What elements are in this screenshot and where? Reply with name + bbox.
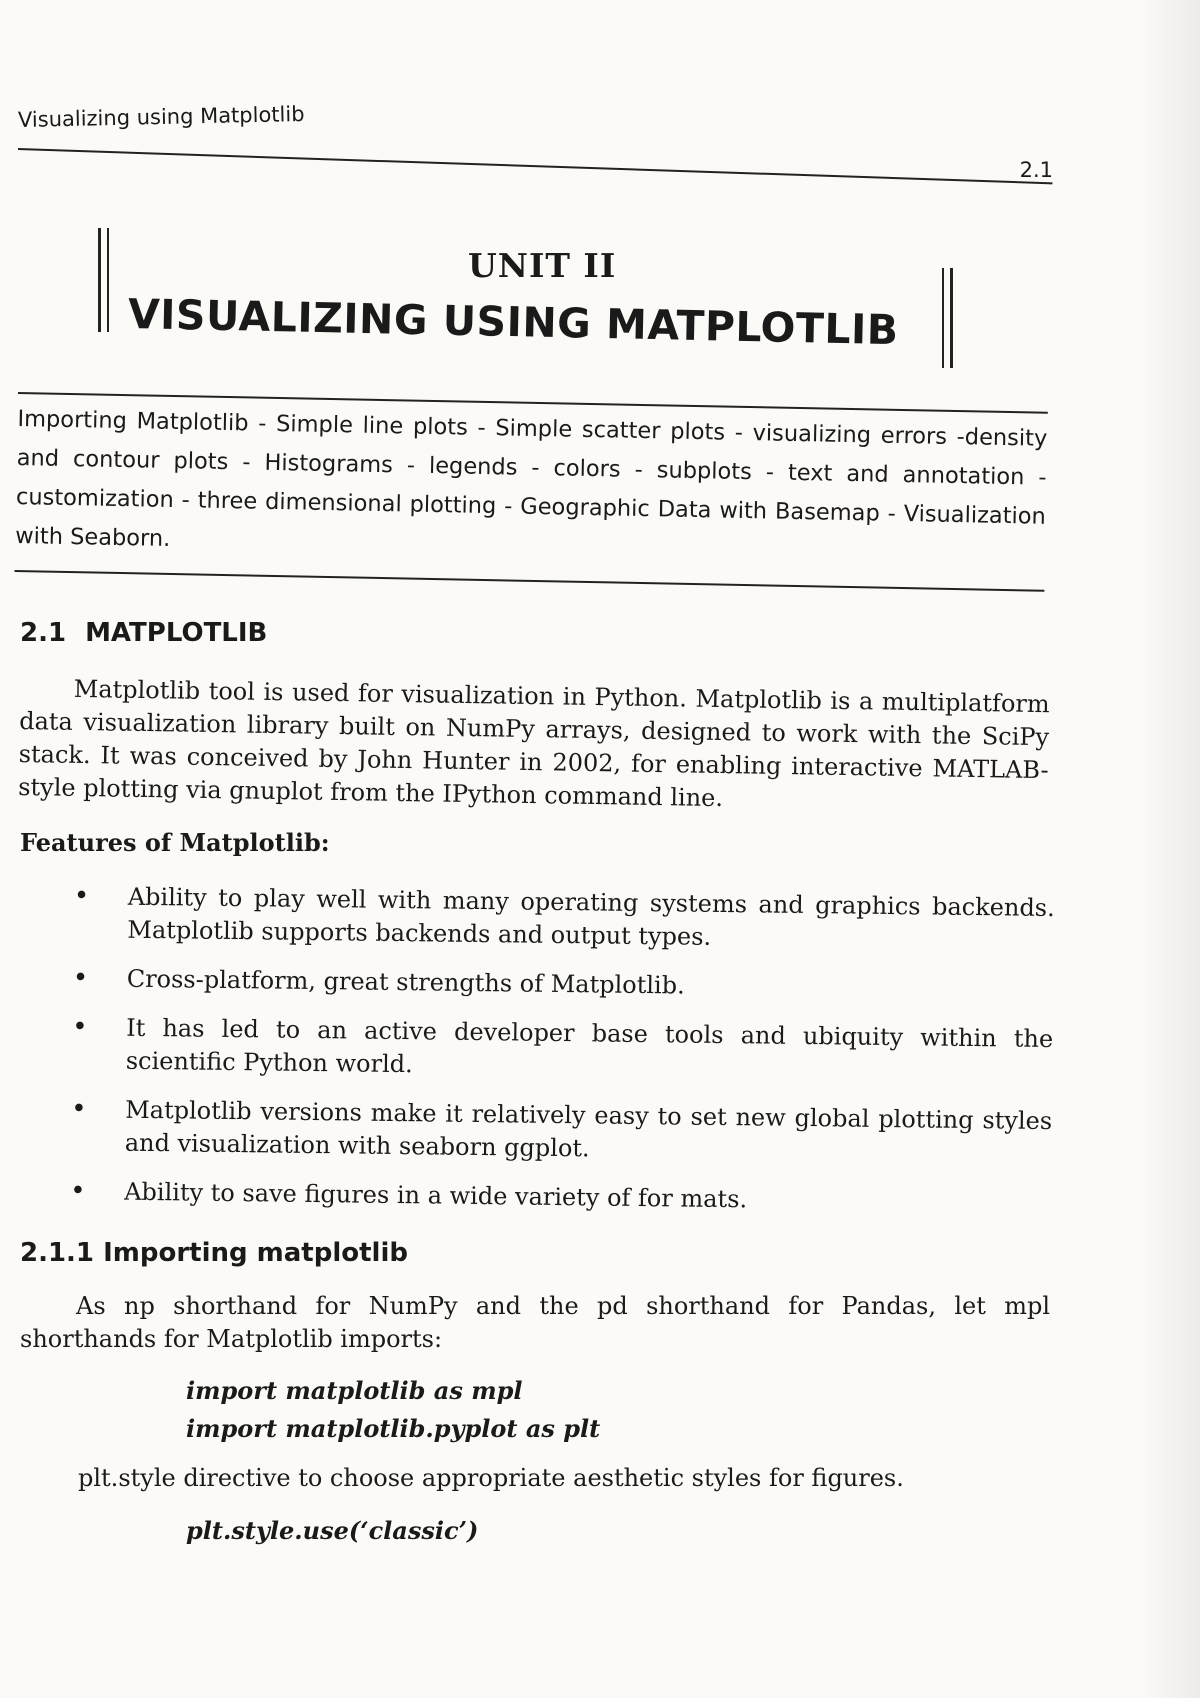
code-line-import-mpl: import matplotlib as mpl bbox=[186, 1376, 523, 1405]
unit-title-block bbox=[98, 228, 953, 368]
subsection-heading bbox=[20, 1238, 408, 1268]
section-number: 2.1 bbox=[20, 618, 67, 648]
list-item bbox=[69, 880, 1055, 958]
subsection-title: Importing matplotlib bbox=[103, 1238, 408, 1268]
features-heading: Features of Matplotlib: bbox=[20, 828, 330, 857]
bullet-icon: • bbox=[72, 1012, 88, 1043]
list-item bbox=[69, 962, 1054, 1007]
section-title: MATPLOTLIB bbox=[85, 618, 268, 648]
topics-bottom-rule bbox=[15, 570, 1045, 592]
bullet-icon: • bbox=[71, 1094, 87, 1125]
style-directive-text: plt.style directive to choose appropriate aesthetic styles for figures. bbox=[78, 1464, 904, 1492]
list-item bbox=[66, 1175, 1051, 1220]
running-title: Visualizing using Matplotlib bbox=[17, 102, 305, 132]
bullet-icon: • bbox=[73, 881, 90, 912]
feature-text: Matplotlib versions make it relatively easy to set new global plotting styles and visualization with seaborn ggplot. bbox=[124, 1095, 1053, 1163]
unit-bar-right bbox=[942, 268, 953, 368]
list-item bbox=[67, 1093, 1053, 1171]
matplotlib-intro-paragraph: Matplotlib tool is used for visualization in Python. Matplotlib is a multiplatform data visualization library built on NumPy arrays, designed to work with the SciPy stack. It was conceived by John Hunter in 2002, for enabling interactive MATLAB-style plotting via gnuplot from the IPython command line. bbox=[17, 674, 1050, 813]
code-line-import-plt: import matplotlib.pyplot as plt bbox=[186, 1414, 601, 1443]
import-paragraph: As np shorthand for NumPy and the pd shorthand for Pandas, let mpl shorthands for Matplotlib imports: bbox=[20, 1292, 1050, 1353]
bullet-icon: • bbox=[72, 963, 89, 994]
page-number: 2.1 bbox=[1019, 158, 1053, 182]
feature-text: It has led to an active developer base tools and ubiquity within the scientific Python world. bbox=[125, 1013, 1054, 1079]
list-item bbox=[68, 1011, 1054, 1089]
feature-text: Ability to play well with many operating systems and graphics backends. Matplotlib supports backends and output types. bbox=[127, 882, 1055, 951]
header-rule bbox=[18, 148, 1052, 184]
features-list bbox=[66, 880, 1055, 1236]
unit-label: UNIT II bbox=[468, 246, 617, 285]
unit-bar-left bbox=[98, 228, 109, 332]
feature-text: Ability to save figures in a wide variety of for mats. bbox=[124, 1177, 748, 1214]
subsection-number: 2.1.1 bbox=[20, 1238, 95, 1268]
page-edge-shadow bbox=[1140, 0, 1200, 1698]
section-heading bbox=[20, 618, 267, 648]
topics-text: Importing Matplotlib - Simple line plots - Simple scatter plots - visualizing errors -density and contour plots - Histograms - legends - colors - subplots - text and annotation - customization - three dimensional plotting - Geographic Data with Basemap - Visualization with Seaborn. bbox=[14, 405, 1048, 552]
bullet-icon: • bbox=[70, 1176, 86, 1207]
unit-title: VISUALIZING USING MATPLOTLIB bbox=[127, 290, 900, 355]
code-line-style-use: plt.style.use(‘classic’) bbox=[186, 1516, 479, 1545]
feature-text: Cross-platform, great strengths of Matplotlib. bbox=[126, 964, 685, 1000]
syllabus-topics bbox=[15, 392, 1048, 592]
